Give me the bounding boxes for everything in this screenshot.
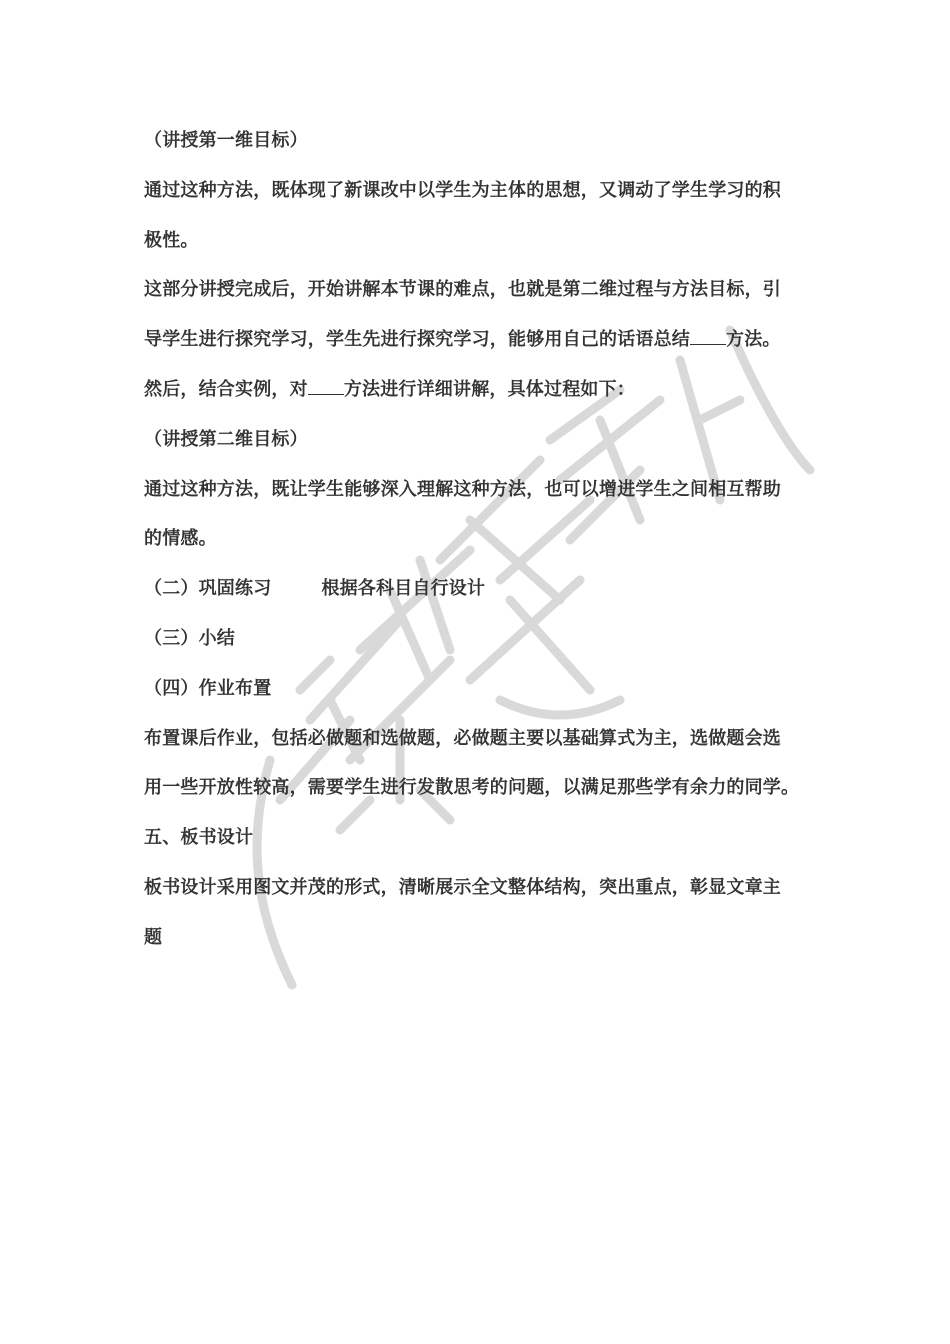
paragraph-line-with-blank [144,323,814,373]
text-after-blank: 方法。 [726,329,781,351]
section-heading-first-goal: （讲授第一维目标） [144,130,308,151]
paragraph-line: 题 [144,926,163,948]
section-heading-board-design: 五、板书设计 [144,827,254,849]
fill-in-blank [308,376,344,395]
paragraph-line-with-blank [144,373,814,423]
paragraph-line: 板书设计采用图文并茂的形式，清晰展示全文整体结构，突出重点，彰显文章主 [144,876,781,898]
paragraph-line: 通过这种方法，既体现了新课改中以学生为主体的思想，又调动了学生学习的积 [144,179,781,201]
paragraph-line: 的情感。 [144,528,217,550]
practice-heading: （二）巩固练习 [144,578,272,600]
paragraph-line: 布置课后作业，包括必做题和选做题，必做题主要以基础算式为主，选做题会选 [144,727,781,749]
text-before-blank: 然后，结合实例，对 [144,378,308,400]
section-heading-summary: （三）小结 [144,627,235,649]
paragraph-line: 这部分讲授完成后，开始讲解本节课的难点，也就是第二维过程与方法目标，引 [144,279,781,301]
section-heading-practice [144,572,814,622]
paragraph-line: 用一些开放性较高，需要学生进行发散思考的问题，以满足那些学有余力的同学。 [144,777,800,799]
document-body [144,124,814,971]
text-before-blank: 导学生进行探究学习，学生先进行探究学习，能够用自己的话语总结 [144,329,690,351]
fill-in-blank [690,326,726,345]
practice-note: 根据各科目自行设计 [321,578,486,600]
paragraph-line: 通过这种方法，既让学生能够深入理解这种方法，也可以增进学生之间相互帮助 [144,478,781,500]
text-after-blank: 方法进行详细讲解，具体过程如下： [343,378,636,400]
paragraph-line: 极性。 [144,229,199,251]
section-heading-second-goal: （讲授第二维目标） [144,428,308,450]
section-heading-homework: （四）作业布置 [144,677,272,699]
